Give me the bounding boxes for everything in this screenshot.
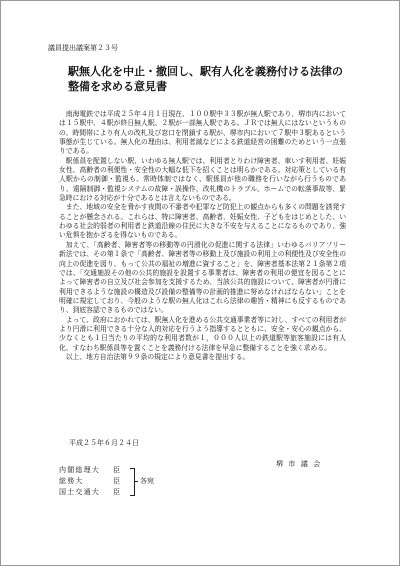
council-name: 堺 市 議 会 [276, 460, 322, 468]
body-paragraph: 加えて、「高齢者、障害者等の移動等の円滑化の促進に関する法律」いわゆるバリアフリー新法では、その第１条で「高齢者、障害者等の移動上及び施設の利用上の利便性及び安全性の向上の促進を図り、もって公共の福祉の増進に資すること」を、障害者基本法第２１条第２項では、「交通施設その他の公共的施設を設置する事業者は、障害者の利用の便宜を図ることによって障害者の自立及び社会参加を支援するため、当該公共的施設について、障害者が円滑に利用できるような施設の構造及び設備の整備等の計画的推進に努めなければならない」ことを明確に規定しており、今般のような駅の無人化はこれら法律の趣旨・精神にも反するものであり、到底容認できるものではない。 [59, 240, 346, 315]
title-line: 整備を求める意見書 [68, 80, 167, 93]
doc-number: 議員提出議案第２３号 [48, 44, 118, 52]
recipient-line [59, 477, 120, 486]
body-paragraph: 以上、地方自治法第９９条の規定により意見書を提出する。 [65, 352, 250, 361]
recipients-brace [130, 468, 135, 496]
recipient-name: 国土交通大 [59, 488, 100, 496]
body-paragraph: 駅係員を配置しない駅、いわゆる無人駅では、利用者とりわけ障害者、車いす利用者、妊娠女性、高齢者の利便性・安全性の大幅な低下を招くことは明らかである。対応策としている有人駅からの制御・監視も、常時体制ではなく、駅係員が他の職務を行いながら行うものであり、遠隔制御・監視システムの故障・誤操作、改札機のトラブル、ホームでの転落事故等、緊急時における対応が十分であるとは言えないものである。 [59, 156, 346, 203]
recipient-suffix: 臣 [113, 488, 120, 496]
title-line: 駅無人化を中止・撤回し、駅有人化を義務付ける法律の [68, 65, 343, 78]
recipients-block [59, 466, 164, 508]
document-body [59, 110, 346, 362]
recipient-name: 内閣総理大 [59, 466, 100, 474]
recipient-line [59, 488, 120, 497]
document-date: 平成２５年６月２４日 [69, 439, 139, 447]
recipient-suffix: 臣 [113, 477, 120, 485]
body-paragraph: よって、政府におかれては、駅無人化を進める公共交通事業者等に対し、すべての利用者がより円滑に利用できる十分な人的対応を行うよう指導するとともに、安全・安心の観点から、少なくとも１日当たりの平均的な利用者数が１，０００人以上の鉄道駅等旅客施設には有人化、すなわち駅係員等を置くことを義務付ける法律を早急に整備することを強く求める。 [59, 315, 346, 352]
body-paragraph: 南海電鉄では平成２５年４月１日現在、１００駅中３３駅が無人駅であり、堺市内においては１５駅中、４駅が終日無人駅、２駅が一部無人駅である。ＪＲでは無人にはないというものの、時間帯により有人の改札及び窓口を閉鎖する駅が、堺市内において７駅中３駅あるという事態が生じている。無人化の理由は、利用者減などによる鉄道経営の困難のためという一点張りである。 [59, 110, 346, 156]
body-paragraph: また、地域の安全を脅かす夜間の不審者や犯罪など防犯上の観点からも多くの問題を誘発することが懸念される。これらは、特に障害者、高齢者、妊娠女性、子どもをはじめとした、いわゆる社会的弱者の利用者と鉄道沿線の住民に大きな不安を与えることになるものであり、強い危惧を抱かざるを得ないものである。 [59, 203, 346, 240]
recipient-suffix: 臣 [113, 466, 120, 474]
addressees-label: 各宛 [140, 477, 154, 485]
recipient-line [59, 466, 120, 475]
recipient-name: 総務大 [59, 477, 84, 485]
recipients-brace-point [135, 481, 138, 482]
document-title [68, 64, 343, 94]
